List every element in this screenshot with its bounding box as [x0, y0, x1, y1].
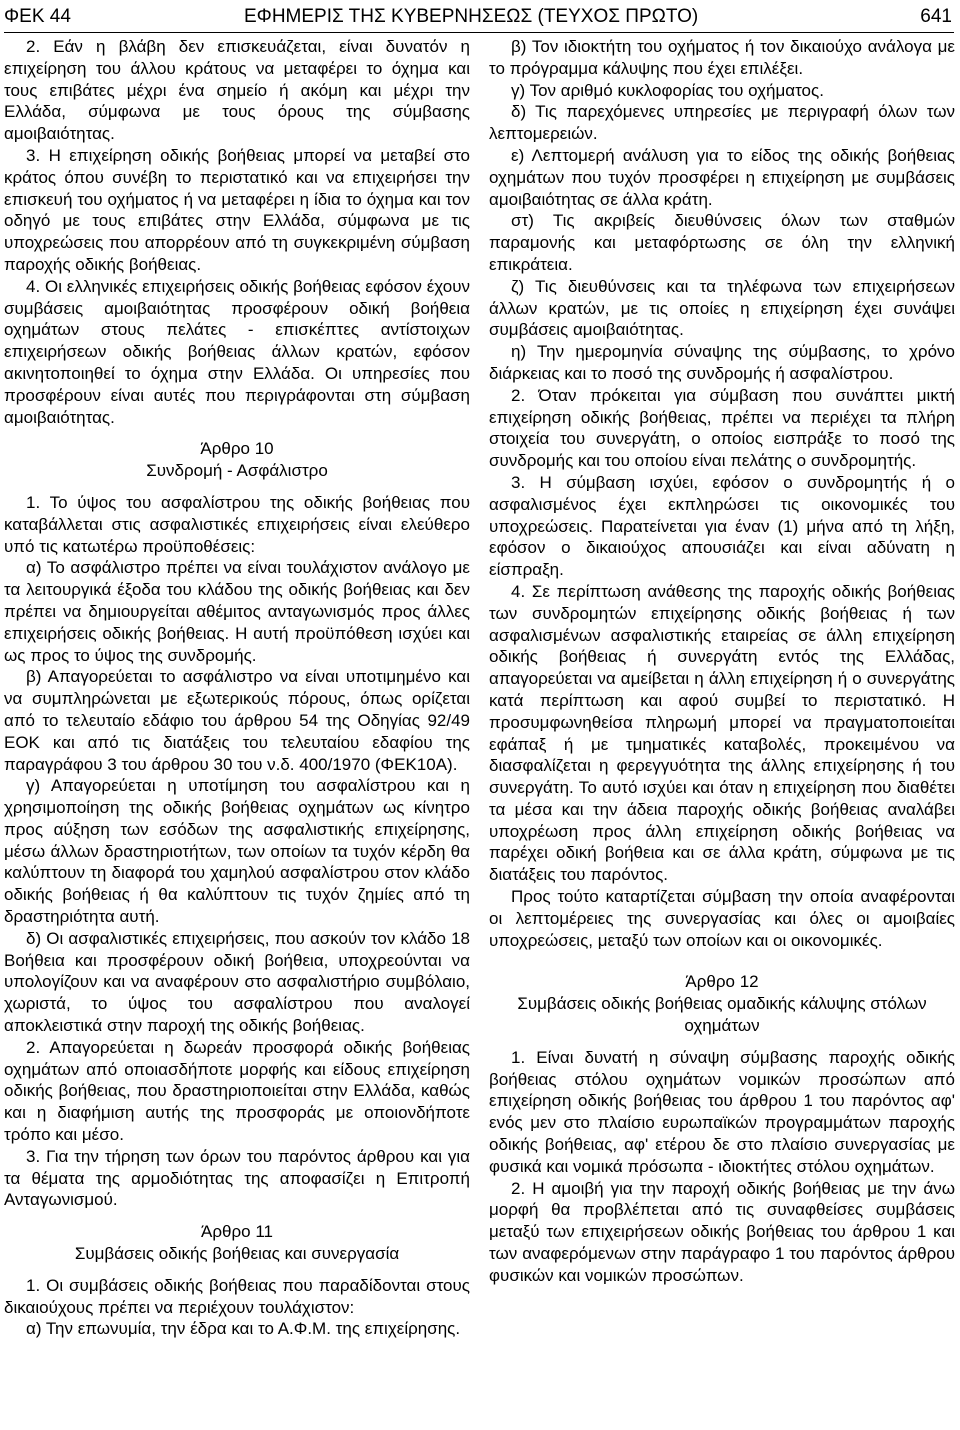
paragraph: στ) Τις ακριβείς διευθύνσεις όλων των σταθμών παραμονής και μεταφόρτωσης σε όλη την ελληνική επικράτεια.: [489, 211, 955, 274]
paragraph: β) Απαγορεύεται το ασφάλιστρο να είναι υποτιμημένο και να συμπληρώνεται με εξωτερικούς πόρους, όπως ορίζεται από το τελευταίο εδάφιο του άρθρου 54 της Οδηγίας 92/49 ΕΟΚ και από τις διατάξεις του τελευταίου εδαφίου της παραγράφου 3 του άρθρου 30 του ν.δ. 400/1970 (ΦΕΚ10Α).: [4, 667, 470, 774]
paragraph: 3. Η σύμβαση ισχύει, εφόσον ο συνδρομητής ή ο ασφαλισμένος έχει εκπληρώσει τις οικονομικές του υποχρεώσεις. Παρατείνεται για έναν (1) μήνα από τη λήξη, εφόσον ο δικαιούχος απουσιάζει και είναι αδύνατη η είσπραξη.: [489, 472, 955, 580]
paragraph: 1. Είναι δυνατή η σύναψη σύμβασης παροχής οδικής βοήθειας στόλου οχημάτων νομικών προσώπων από επιχείρηση οδικής βοήθειας του άρθρου 1 του παρόντος αφ' ενός μεν στο πλαίσιο ευρωπαϊκών προγραμμάτων παροχής οδικής βοήθειας, αφ' ετέρου δε στο πλαίσιο συνεργασίας με φυσικά και νομικά πρόσωπα - ιδιοκτήτες στόλου οχημάτων.: [489, 1047, 955, 1176]
paragraph: 4. Οι ελληνικές επιχειρήσεις οδικής βοήθειας εφόσον έχουν συμβάσεις αμοιβαιότητας προσφέρουν οδική βοήθεια οχημάτων στους πελάτες - επισκέπτες αντίστοιχων επιχειρήσεων οδικής βοήθειας άλλων κρατών, εφόσον ακινητοποιηθεί το όχημα στην Ελλάδα. Οι υπηρεσίες που προσφέρουν είναι αυτές που περιγράφονται στη σύμβαση αμοιβαιότητας.: [4, 276, 470, 427]
paragraph: β) Τον ιδιοκτήτη του οχήματος ή τον δικαιούχο ανάλογα με το πρόγραμμα κάλυψης που έχει επιλέξει.: [489, 37, 955, 78]
paragraph: α) Το ασφάλιστρο πρέπει να είναι τουλάχιστον ανάλογο με τα λειτουργικά έξοδα του κλάδου της οδικής βοήθειας και δεν πρέπει να δημιουργείται αθέμιτος ανταγωνισμός προς άλλες επιχειρήσεις οδικής βοήθειας. Η αυτή προϋπόθεση ισχύει και ως προς το ύψος της συνδρομής.: [4, 558, 470, 665]
article-heading: Άρθρο 11: [201, 1222, 273, 1242]
paragraph: δ) Οι ασφαλιστικές επιχειρήσεις, που ασκούν τον κλάδο 18 Βοήθεια και προσφέρουν οδική βοήθεια, υποχρεούνται να υπολογίζουν και να αναφέρουν στο ασφαλιστήριο συμβόλαιο, χωριστά, το ύψος του ασφαλίστρου που αναλογεί αποκλειστικά στην παροχή της οδικής βοήθειας.: [4, 928, 470, 1036]
paragraph: 4. Σε περίπτωση ανάθεσης της παροχής οδικής βοήθειας των συνδρομητών επιχείρησης οδικής βοήθειας ή των ασφαλισμένων ασφαλιστικής εταιρείας σε άλλη επιχείρηση οδικής βοήθειας ή συνεργάτη εντός της Ελλάδας, απαγορεύεται να αμείβεται η άλλη επιχείρηση ή ο συνεργάτης κατά περίπτωση και αφού συμβεί το περιστατικό. Η προσυμφωνηθείσα πληρωμή μπορεί να πραγματοποιείται εφάπαξ ή με τμηματικές καταβολές, προκειμένου να διασφαλίζεται η φερεγγυότητα της άλλης επιχείρησης ή του συνεργάτη. Το αυτό ισχύει και όταν η επιχείρηση που διαθέτει τα μέσα και την άδεια παροχής οδικής βοήθειας αναλάβει υποχρέωση προς άλλη επιχείρηση οδικής βοήθειας να παρέχει οδική βοήθεια και σε άλλα κράτη, σύμφωνα με τις διατάξεις του παρόντος.: [489, 581, 955, 885]
paragraph: Προς τούτο καταρτίζεται σύμβαση την οποία αναφέρονται οι λεπτομέρειες της συνεργασίας και όλες οι αμοιβαίες υποχρεώσεις, μεταξύ των οποίων και οι οικονομικές.: [489, 887, 955, 950]
paragraph: 2. Όταν πρόκειται για σύμβαση που συνάπτει μικτή επιχείρηση οδικής βοήθειας, πρέπει να περιέχει τα πλήρη στοιχεία του συνεργάτη, ο οποίος εισπράξε το ποσό της συνδρομής και του οποίου είναι πελάτης ο συνδρομητής.: [489, 385, 955, 471]
paragraph: η) Την ημερομηνία σύναψης της σύμβασης, το χρόνο διάρκειας και το ποσό της συνδρομής ή ασφαλίστρου.: [489, 342, 955, 383]
paragraph: δ) Τις παρεχόμενες υπηρεσίες με περιγραφή όλων των λεπτομερειών.: [489, 102, 955, 144]
paragraph: γ) Απαγορεύεται η υποτίμηση του ασφαλίστρου και η χρησιμοποίηση της οδικής βοήθειας οχημάτων ως κίνητρο προς αύξηση των εσόδων της ασφαλιστικής επιχείρησης, μέσω άλλων δραστηριοτήτων, των οποίων τα τυχόν κέρδη θα καλύπτουν τη διαφορά του χαμηλού ασφαλίστρου στον κλάδο οδικής βοήθειας ή θα καλύπτουν τις τυχόν ζημίες από τη δραστηριότητα αυτή.: [4, 776, 470, 927]
paragraph: 1. Το ύψος του ασφαλίστρου της οδικής βοήθειας που καταβάλλεται στις ασφαλιστικές επιχειρήσεις είναι ελεύθερο υπό τις κατωτέρω προϋποθέσεις:: [4, 492, 470, 556]
article-title: Συνδρομή - Ασφάλιστρο: [146, 461, 328, 481]
paragraph: ε) Λεπτομερή ανάλυση για το είδος της οδικής βοήθειας οχημάτων που τυχόν προσφέρει η επιχείρηση με συμβάσεις αμοιβαιότητας σε άλλα κράτη.: [489, 145, 955, 209]
paragraph: α) Την επωνυμία, την έδρα και το Α.Φ.Μ. της επιχείρησης.: [26, 1319, 461, 1339]
paragraph: 1. Οι συμβάσεις οδικής βοήθειας που παραδίδονται στους δικαιούχους πρέπει να περιέχουν τουλάχιστον:: [4, 1275, 470, 1317]
gazette-title: ΕΦΗΜΕΡΙΣ ΤΗΣ ΚΥΒΕΡΝΗΣΕΩΣ (ΤΕΥΧΟΣ ΠΡΩΤΟ): [244, 6, 699, 27]
article-title: Συμβάσεις οδικής βοήθειας ομαδικής κάλυψης στόλων οχημάτων: [517, 994, 927, 1036]
paragraph: 2. Η αμοιβή για την παροχή οδικής βοήθειας με την άνω μορφή θα προβλέπεται από τις συναφθείσες συμβάσεις μεταξύ των επιχειρήσεων οδικής βοήθειας του άρθρου 1 και των αναφερόμενων στην παράγραφο 1 του παρόντος άρθρου φυσικών και νομικών προσώπων.: [489, 1178, 955, 1285]
article-title: Συμβάσεις οδικής βοήθειας και συνεργασία: [74, 1244, 400, 1264]
paragraph: ζ) Τις διευθύνσεις και τα τηλέφωνα των επιχειρήσεων άλλων κρατών, με τις οποίες η επιχείρηση έχει συνάψει συμβάσεις αμοιβαιότητας.: [489, 276, 955, 340]
paragraph: 2. Απαγορεύεται η δωρεάν προσφορά οδικής βοήθειας οχημάτων από οποιασδήποτε μορφής και είδους επιχείρηση οδικής βοήθειας, που δραστηριοποιείται στην Ελλάδα, καθώς και η διαφήμιση αυτής της προσφοράς με οποιονδήποτε τρόπο και μέσο.: [4, 1037, 470, 1145]
issue-number: ΦΕΚ 44: [4, 6, 71, 27]
paragraph: 2. Εάν η βλάβη δεν επισκευάζεται, είναι δυνατόν η επιχείρηση του άλλου κράτους να μεταφέρει το όχημα και τους επιβάτες μέχρι ένα σημείο ή ακόμη και μέχρι την Ελλάδα, σύμφωνα με τους όρους της σύμβασης αμοιβαιότητας.: [4, 37, 470, 144]
article-heading: Άρθρο 12: [685, 972, 759, 992]
paragraph: 3. Για την τήρηση των όρων του παρόντος άρθρου και για τα θέματα της αρμοδιότητας της αποφασίζει η Επιτροπή Ανταγωνισμού.: [4, 1146, 470, 1210]
article-heading: Άρθρο 10: [200, 439, 274, 459]
paragraph: γ) Τον αριθμό κυκλοφορίας του οχήματος.: [511, 80, 824, 100]
page-number: 641: [920, 6, 952, 27]
paragraph: 3. Η επιχείρηση οδικής βοήθειας μπορεί να μεταβεί στο κράτος όπου συνέβη το περιστατικό και να επιχειρήσει την επισκευή του οχήματος ή να μεταφέρει η ίδια το όχημα και τον οδηγό με τους επιβάτες στην Ελλάδα, σύμφωνα με τις υποχρεώσεις που απορρέουν από τη συγκεκριμένη σύμβαση παροχής οδικής βοήθειας.: [4, 145, 470, 274]
left-column: [4, 36, 470, 1340]
right-column: [489, 36, 955, 1287]
page-header: [4, 6, 954, 33]
